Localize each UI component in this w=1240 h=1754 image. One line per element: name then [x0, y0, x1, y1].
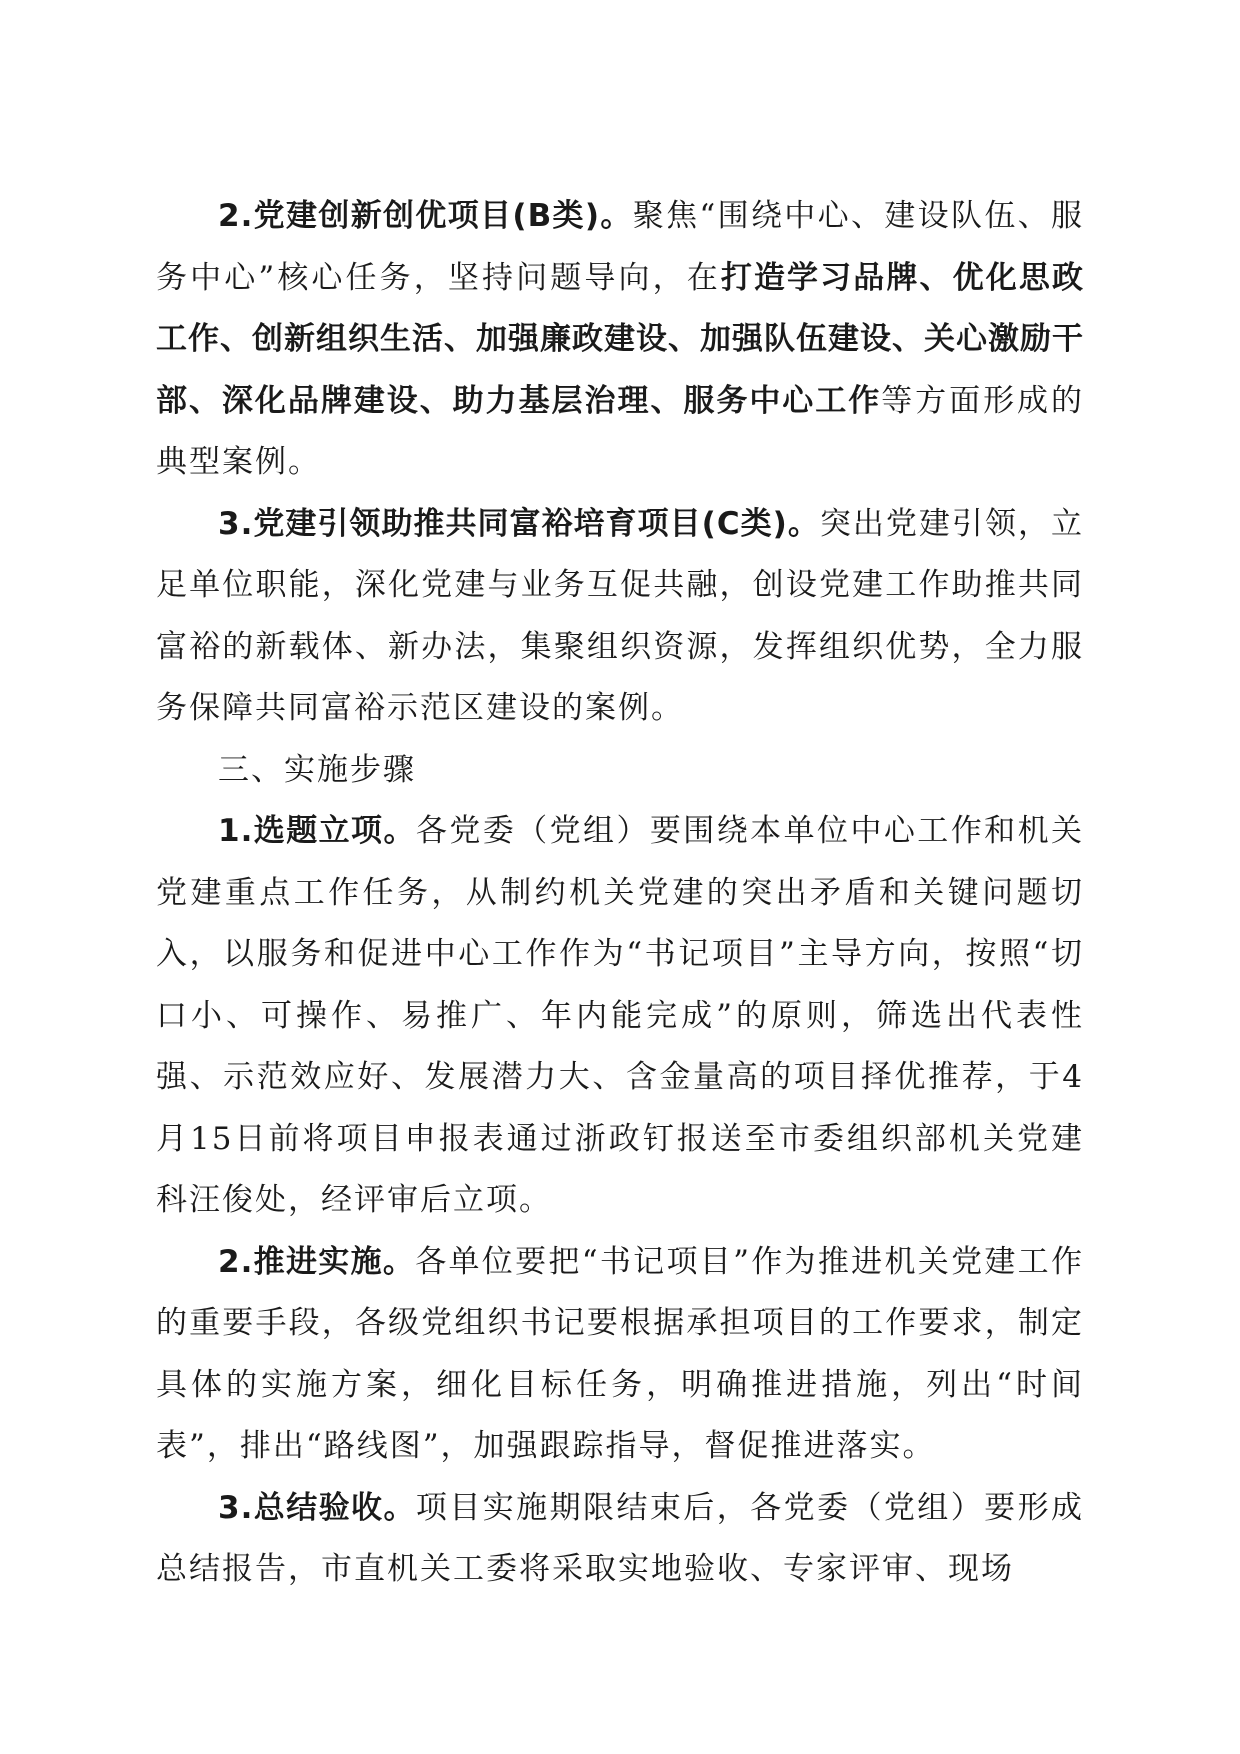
project-b-text-end: 等方面形成的典型案例。	[156, 382, 1085, 480]
paragraph-step-1	[156, 801, 1084, 1232]
step-2-title: 2.推进实施。	[218, 1243, 416, 1280]
project-c-title: 3.党建引领助推共同富裕培育项目(C类)。	[218, 505, 820, 542]
paragraph-project-b	[156, 186, 1084, 494]
project-b-focus-areas: 打造学习品牌、优化思政工作、创新组织生活、加强廉政建设、加强队伍建设、关心激励干部、深化品牌建设、助力基层治理、服务中心工作	[156, 259, 1084, 419]
project-b-text: 聚焦“围绕中心、建设队伍、服务中心”核心任务，坚持问题导向，在	[156, 198, 1084, 296]
step-3-title: 3.总结验收。	[218, 1489, 416, 1526]
document-page	[156, 186, 1084, 1601]
step-3-text: 项目实施期限结束后，各党委（党组）要形成总结报告，市直机关工委将采取实地验收、专家评审、现场	[156, 1489, 1084, 1587]
paragraph-step-3	[156, 1478, 1084, 1601]
paragraph-step-2	[156, 1232, 1084, 1478]
project-b-title: 2.党建创新创优项目(B类)。	[218, 198, 633, 234]
step-1-title: 1.选题立项。	[218, 813, 416, 849]
paragraph-project-c	[156, 494, 1084, 740]
section-heading: 三、实施步骤	[218, 751, 416, 788]
step-2-text: 各单位要把“书记项目”作为推进机关党建工作的重要手段，各级党组织书记要根据承担项目的工作要求，制定具体的实施方案，细化目标任务，明确推进措施，列出“时间表”，排出“路线图”，加强跟踪指导，督促推进落实。	[156, 1243, 1084, 1464]
project-c-text: 突出党建引领，立足单位职能，深化党建与业务互促共融，创设党建工作助推共同富裕的新载体、新办法，集聚组织资源，发挥组织优势，全力服务保障共同富裕示范区建设的案例。	[156, 505, 1084, 726]
step-1-text: 各党委（党组）要围绕本单位中心工作和机关党建重点工作任务，从制约机关党建的突出矛盾和关键问题切入，以服务和促进中心工作作为“书记项目”主导方向，按照“切口小、可操作、易推广、年内能完成”的原则，筛选出代表性强、示范效应好、发展潜力大、含金量高的项目择优推荐，于4月15日前将项目申报表通过浙政钉报送至市委组织部机关党建科汪俊处，经评审后立项。	[156, 813, 1084, 1218]
